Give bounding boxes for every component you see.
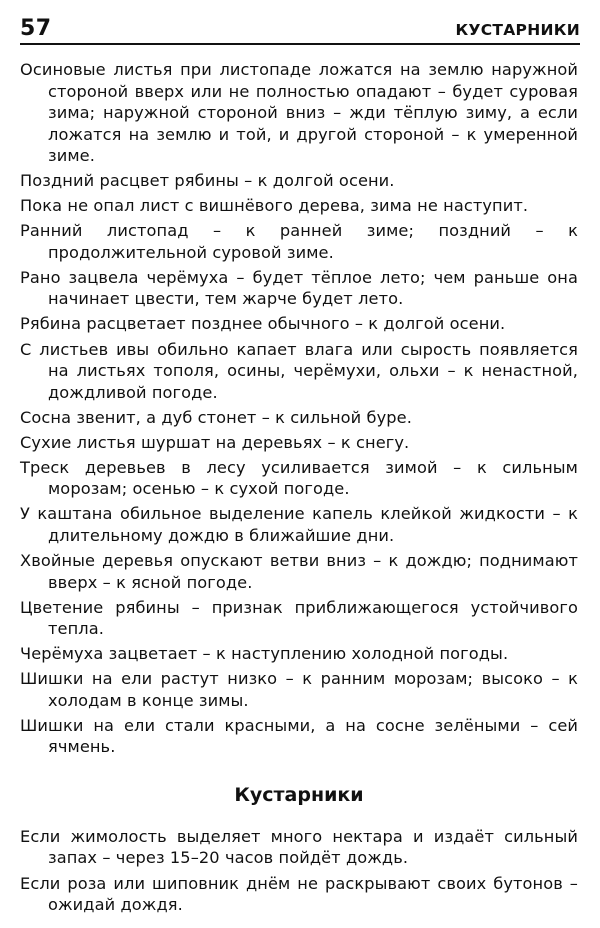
omen-entry: Сосна звенит, а дуб стонет – к сильной буре. [20, 407, 412, 427]
section-heading-shrubs: Кустарники [234, 783, 364, 806]
omen-entry: Осиновые листья при листопаде ложатся на землю наружной стороной вверх или не полностью опадают – будет суровая зима; наружной стороной вниз – жди тёплую зиму, а если ложатся на землю и той, и другой стороной – к умеренной зиме. [20, 60, 578, 165]
page-content [20, 59, 578, 919]
omen-entry: С листьев ивы обильно капает влага или сырость появляется на листьях тополя, осины, черёмухи, ольхи – к ненастной, дождливой погоде. [20, 339, 578, 402]
omen-entry: Пока не опал лист с вишнёвого дерева, зима не наступит. [20, 196, 529, 216]
omen-entry: Если роза или шиповник днём не раскрывают своих бутонов – ожидай дождя. [20, 873, 578, 914]
omen-entry: Шишки на ели растут низко – к ранним морозам; высоко – к холодам в конце зимы. [20, 669, 578, 710]
omen-entry: Черёмуха зацветает – к наступлению холодной погоды. [20, 644, 509, 664]
omen-entry: Хвойные деревья опускают ветви вниз – к дождю; поднимают вверх – к ясной погоде. [20, 551, 578, 592]
omen-entry: Треск деревьев в лесу усиливается зимой – к сильным морозам; осенью – к сухой погоде. [20, 457, 578, 499]
omen-entry: Если жимолость выделяет много нектара и издаёт сильный запах – через 15–20 часов пойдёт дождь. [20, 826, 578, 868]
omen-entry: Рябина расцветает позднее обычного – к долгой осени. [20, 314, 506, 334]
omen-entry: Сухие листья шуршат на деревьях – к снегу. [20, 432, 410, 452]
running-section-title: КУСТАРНИКИ [455, 21, 580, 39]
omen-entry: Рано зацвела черёмуха – будет тёплое лето; чем раньше она начинает цвести, тем жарче будет лето. [20, 267, 578, 309]
omen-entry: Поздний расцвет рябины – к долгой осени. [20, 171, 395, 191]
omen-entry: У каштана обильное выделение капель клейкой жидкости – к длительному дождю в ближайшие дни. [20, 504, 578, 545]
omen-entry: Шишки на ели стали красными, а на сосне зелёными – сей ячмень. [20, 715, 578, 757]
omen-entry: Цветение рябины – признак приближающегося устойчивого тепла. [20, 597, 578, 639]
omen-entry: Ранний листопад – к ранней зиме; поздний – к продолжительной суровой зиме. [20, 221, 578, 262]
page-number: 57 [20, 16, 52, 41]
running-header [20, 17, 580, 45]
